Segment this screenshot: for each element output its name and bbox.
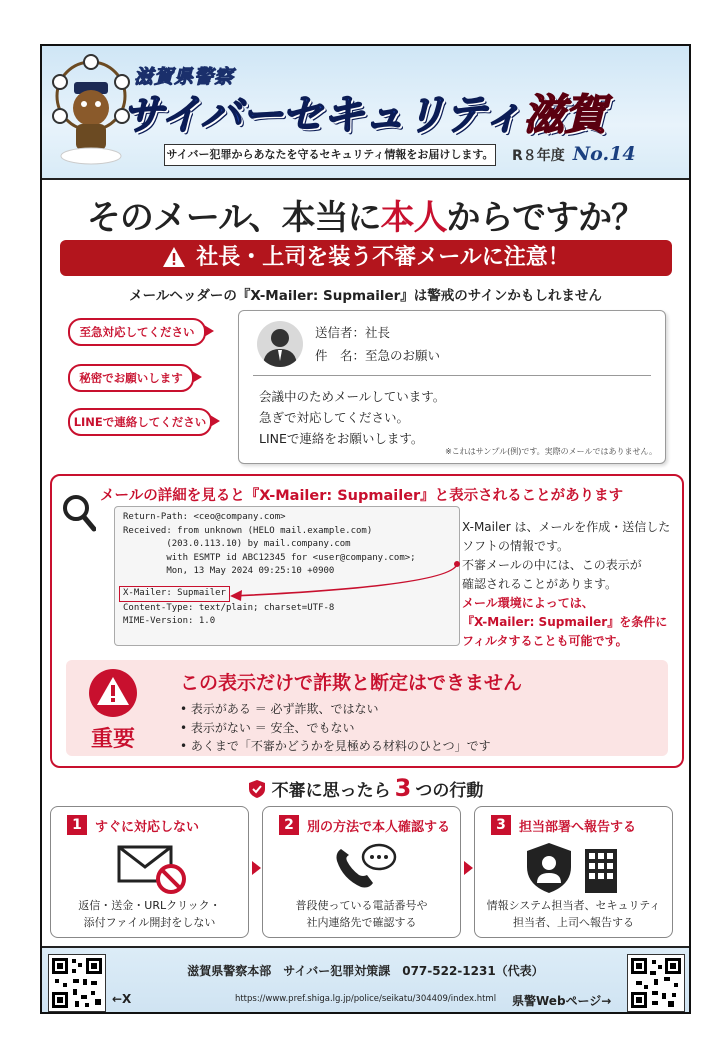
phone-chat-icon	[317, 839, 407, 895]
desc-line: 返信・送金・URLクリック・	[78, 899, 221, 912]
issue-info	[512, 143, 636, 165]
code-line: (203.0.113.10) by mail.company.com	[123, 539, 351, 550]
desc-line: 社内連絡先で確認する	[306, 916, 417, 929]
actions-title	[42, 774, 689, 802]
email-sender-row	[315, 323, 390, 341]
email-body-line: LINEで連絡をお願いします。	[259, 431, 424, 446]
pic-3	[475, 839, 672, 895]
actions-count: 3	[394, 774, 412, 802]
step-number: 3	[491, 815, 511, 835]
organization-contact: 滋賀県警察本部 サイバー犯罪対策課 077-522-1231（代表）	[187, 964, 544, 978]
sender-label: 送信者：	[315, 325, 366, 340]
email-divider	[253, 375, 651, 376]
phrase-tag-line: LINEで連絡してください	[68, 408, 212, 436]
x-mailer-highlight: X-Mailer: Supmailer	[119, 586, 230, 602]
web-page-link[interactable]: 県警Webページ→	[512, 994, 612, 1008]
tagline: サイバー犯罪からあなたを守るセキュリティ情報をお届けします。	[164, 144, 496, 166]
desc-line: 普段使っている電話番号や	[295, 899, 428, 912]
title-kana: サイバーセキュリティ	[122, 90, 524, 139]
explain-line: ソフトの情報です。	[462, 539, 570, 553]
desc-line: 情報システム担当者、セキュリティ	[486, 899, 661, 912]
magnifier-icon	[62, 494, 96, 532]
issue-number: No.14	[572, 143, 636, 165]
desc-line: 添付ファイル開封をしない	[83, 916, 216, 929]
step-label: 別の方法で本人確認する	[307, 820, 451, 835]
subheading: メールヘッダーの『X-Mailer: Supmailer』は警戒のサインかもしれません	[129, 288, 602, 304]
prefecture-police-name: 滋賀県警察	[134, 66, 235, 88]
avatar	[257, 321, 303, 367]
important-box	[66, 660, 668, 756]
headline-part1: そのメール、本当に	[86, 198, 381, 238]
header-detail-panel	[50, 474, 684, 768]
code-line: Mon, 13 May 2024 09:25:10 +0900	[123, 566, 335, 577]
subject-label: 件 名：	[315, 348, 366, 363]
header	[42, 46, 689, 180]
title-kanji: 滋賀	[523, 90, 606, 139]
detail-title: メールの詳細を見ると『X-Mailer: Supmailer』と表示されることがあります	[100, 488, 624, 504]
email-body-line: 会議中のためメールしています。	[259, 389, 446, 404]
shield-building-icon	[519, 839, 629, 895]
pic-2	[263, 839, 460, 895]
page-headline	[42, 190, 689, 239]
explain-line-red: 『X-Mailer: Supmailer』を条件に	[462, 615, 668, 629]
step-number: 2	[279, 815, 299, 835]
step-desc	[475, 897, 672, 931]
action-card-3	[474, 806, 673, 938]
phrase-tag-secret: 秘密でお願いします	[68, 364, 194, 392]
explain-line: X-Mailer は、メールを作成・送信した	[462, 520, 671, 534]
step-desc	[263, 897, 460, 931]
chevron-right-icon	[252, 861, 261, 875]
footer	[42, 946, 689, 1014]
important-label: 重要	[90, 727, 135, 752]
pic-1	[51, 839, 248, 895]
email-header-code	[114, 506, 460, 646]
fiscal-year: R８年度	[512, 148, 565, 164]
warning-banner	[60, 240, 672, 276]
action-card-1	[50, 806, 249, 938]
warning-icon	[162, 246, 186, 268]
alert-icon	[88, 668, 138, 718]
email-body-line: 急ぎで対応してください。	[259, 410, 410, 425]
banner-text: 社長・上司を装う不審メールに注意！	[196, 245, 570, 270]
list-item: • 表示がある ＝ 必ず詐欺、ではない	[180, 702, 379, 716]
step-label: すぐに対応しない	[95, 820, 200, 835]
subject-value: 至急のお願い	[365, 348, 441, 363]
code-line: with ESMTP id ABC12345 for <user@company.com>;	[123, 552, 416, 563]
code-line: MIME-Version: 1.0	[123, 616, 216, 627]
qr-code-icon[interactable]	[627, 954, 685, 1012]
step-label: 担当部署へ報告する	[519, 820, 637, 835]
sample-email	[238, 310, 666, 464]
code-line: Content-Type: text/plain; charset=UTF-8	[123, 602, 335, 613]
chevron-right-icon	[464, 861, 473, 875]
sender-value: 社長	[365, 325, 391, 340]
code-line: Received: from unknown (HELO mail.example.com)	[123, 525, 373, 536]
newsletter-title	[122, 82, 605, 142]
sample-note: ※これはサンプル(例)です。実際のメールではありません。	[445, 447, 657, 456]
explain-line-red: メール環境によっては、	[462, 596, 594, 610]
x-mailer-explanation	[462, 518, 676, 651]
list-item: • 表示がない ＝ 安全、でもない	[180, 720, 355, 735]
explain-line: 確認されることがあります。	[462, 577, 618, 591]
website-url[interactable]: https://www.pref.shiga.lg.jp/police/seikatu/304409/index.html	[234, 994, 497, 1004]
actions-title-pre: 不審に思ったら	[271, 781, 391, 801]
actions-title-post: つの行動	[415, 781, 484, 801]
person-icon	[257, 321, 303, 367]
step-number: 1	[67, 815, 87, 835]
explain-line-red: フィルタすることも可能です。	[462, 634, 628, 648]
important-title: この表示だけで詐欺と断定はできません	[180, 672, 523, 694]
x-link[interactable]: ←X	[112, 992, 132, 1006]
step-desc	[51, 897, 248, 931]
desc-line: 担当者、上司へ報告する	[513, 916, 634, 929]
action-card-2	[262, 806, 461, 938]
headline-part3: からですか？	[446, 198, 645, 238]
phrase-tag-urgent: 至急対応してください	[68, 318, 206, 346]
explain-line: 不審メールの中には、この表示が	[462, 558, 642, 572]
mail-blocked-icon	[105, 839, 195, 895]
list-item: • あくまで「不審かどうかを見極める材料のひとつ」です	[180, 739, 491, 753]
email-subject-row	[315, 346, 440, 364]
shield-check-icon	[248, 779, 266, 799]
flyer	[40, 44, 691, 1014]
headline-emphasis: 本人	[380, 198, 447, 238]
important-list	[180, 700, 491, 756]
code-line: Return-Path: <ceo@company.com>	[123, 512, 286, 522]
